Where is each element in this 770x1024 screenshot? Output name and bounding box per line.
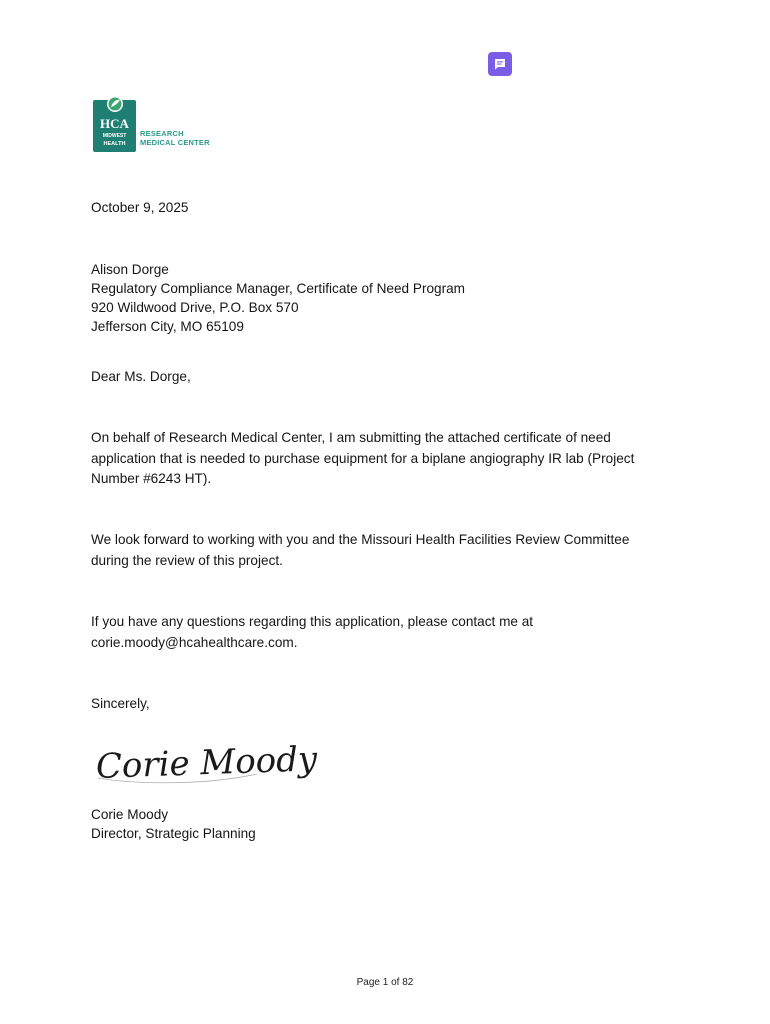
sender-title: Director, Strategic Planning bbox=[91, 826, 256, 841]
logo-org-line1: RESEARCH bbox=[140, 129, 184, 138]
logo-org-line2: MEDICAL CENTER bbox=[140, 138, 210, 147]
body-paragraph-1-block bbox=[91, 428, 661, 490]
recipient-address-line2: Jefferson City, MO 65109 bbox=[91, 319, 244, 334]
logo-brand: HCA bbox=[100, 116, 129, 131]
logo-line1: MIDWEST bbox=[102, 133, 127, 139]
comment-icon bbox=[493, 57, 507, 71]
handwritten-signature bbox=[92, 728, 318, 794]
hca-research-medical-center-logo bbox=[93, 96, 218, 154]
logo-org-name bbox=[140, 129, 210, 147]
salutation-block bbox=[91, 367, 191, 386]
page-number: Page 1 of 82 bbox=[356, 977, 414, 988]
body-paragraph-2: We look forward to working with you and the Missouri Health Facilities Review Committee during the review of this project. bbox=[91, 532, 630, 568]
body-paragraph-2-block bbox=[91, 530, 661, 571]
comment-button[interactable] bbox=[488, 52, 512, 76]
recipient-name: Alison Dorge bbox=[91, 262, 169, 277]
body-paragraph-3-block bbox=[91, 612, 551, 653]
signature-text: Corie Moody bbox=[95, 739, 318, 787]
recipient-address-line1: 920 Wildwood Drive, P.O. Box 570 bbox=[91, 300, 299, 315]
recipient-title: Regulatory Compliance Manager, Certificate of Need Program bbox=[91, 281, 466, 296]
letter-date-block bbox=[91, 198, 189, 217]
sender-name: Corie Moody bbox=[91, 807, 169, 822]
letter-date: October 9, 2025 bbox=[91, 200, 189, 215]
salutation: Dear Ms. Dorge, bbox=[91, 369, 191, 384]
logo-line2: HEALTH bbox=[103, 141, 126, 147]
hca-logo-mark bbox=[93, 96, 136, 152]
closing: Sincerely, bbox=[91, 696, 150, 711]
body-paragraph-3: If you have any questions regarding this application, please contact me at corie.moody@hcahealthcare.com. bbox=[91, 614, 534, 650]
recipient-address bbox=[91, 260, 465, 336]
sender-block bbox=[91, 805, 256, 843]
closing-block bbox=[91, 694, 150, 713]
body-paragraph-1: On behalf of Research Medical Center, I am submitting the attached certificate of need application that is needed to purchase equipment for a biplane angiography IR lab (Project Number #6243 HT). bbox=[91, 430, 635, 486]
